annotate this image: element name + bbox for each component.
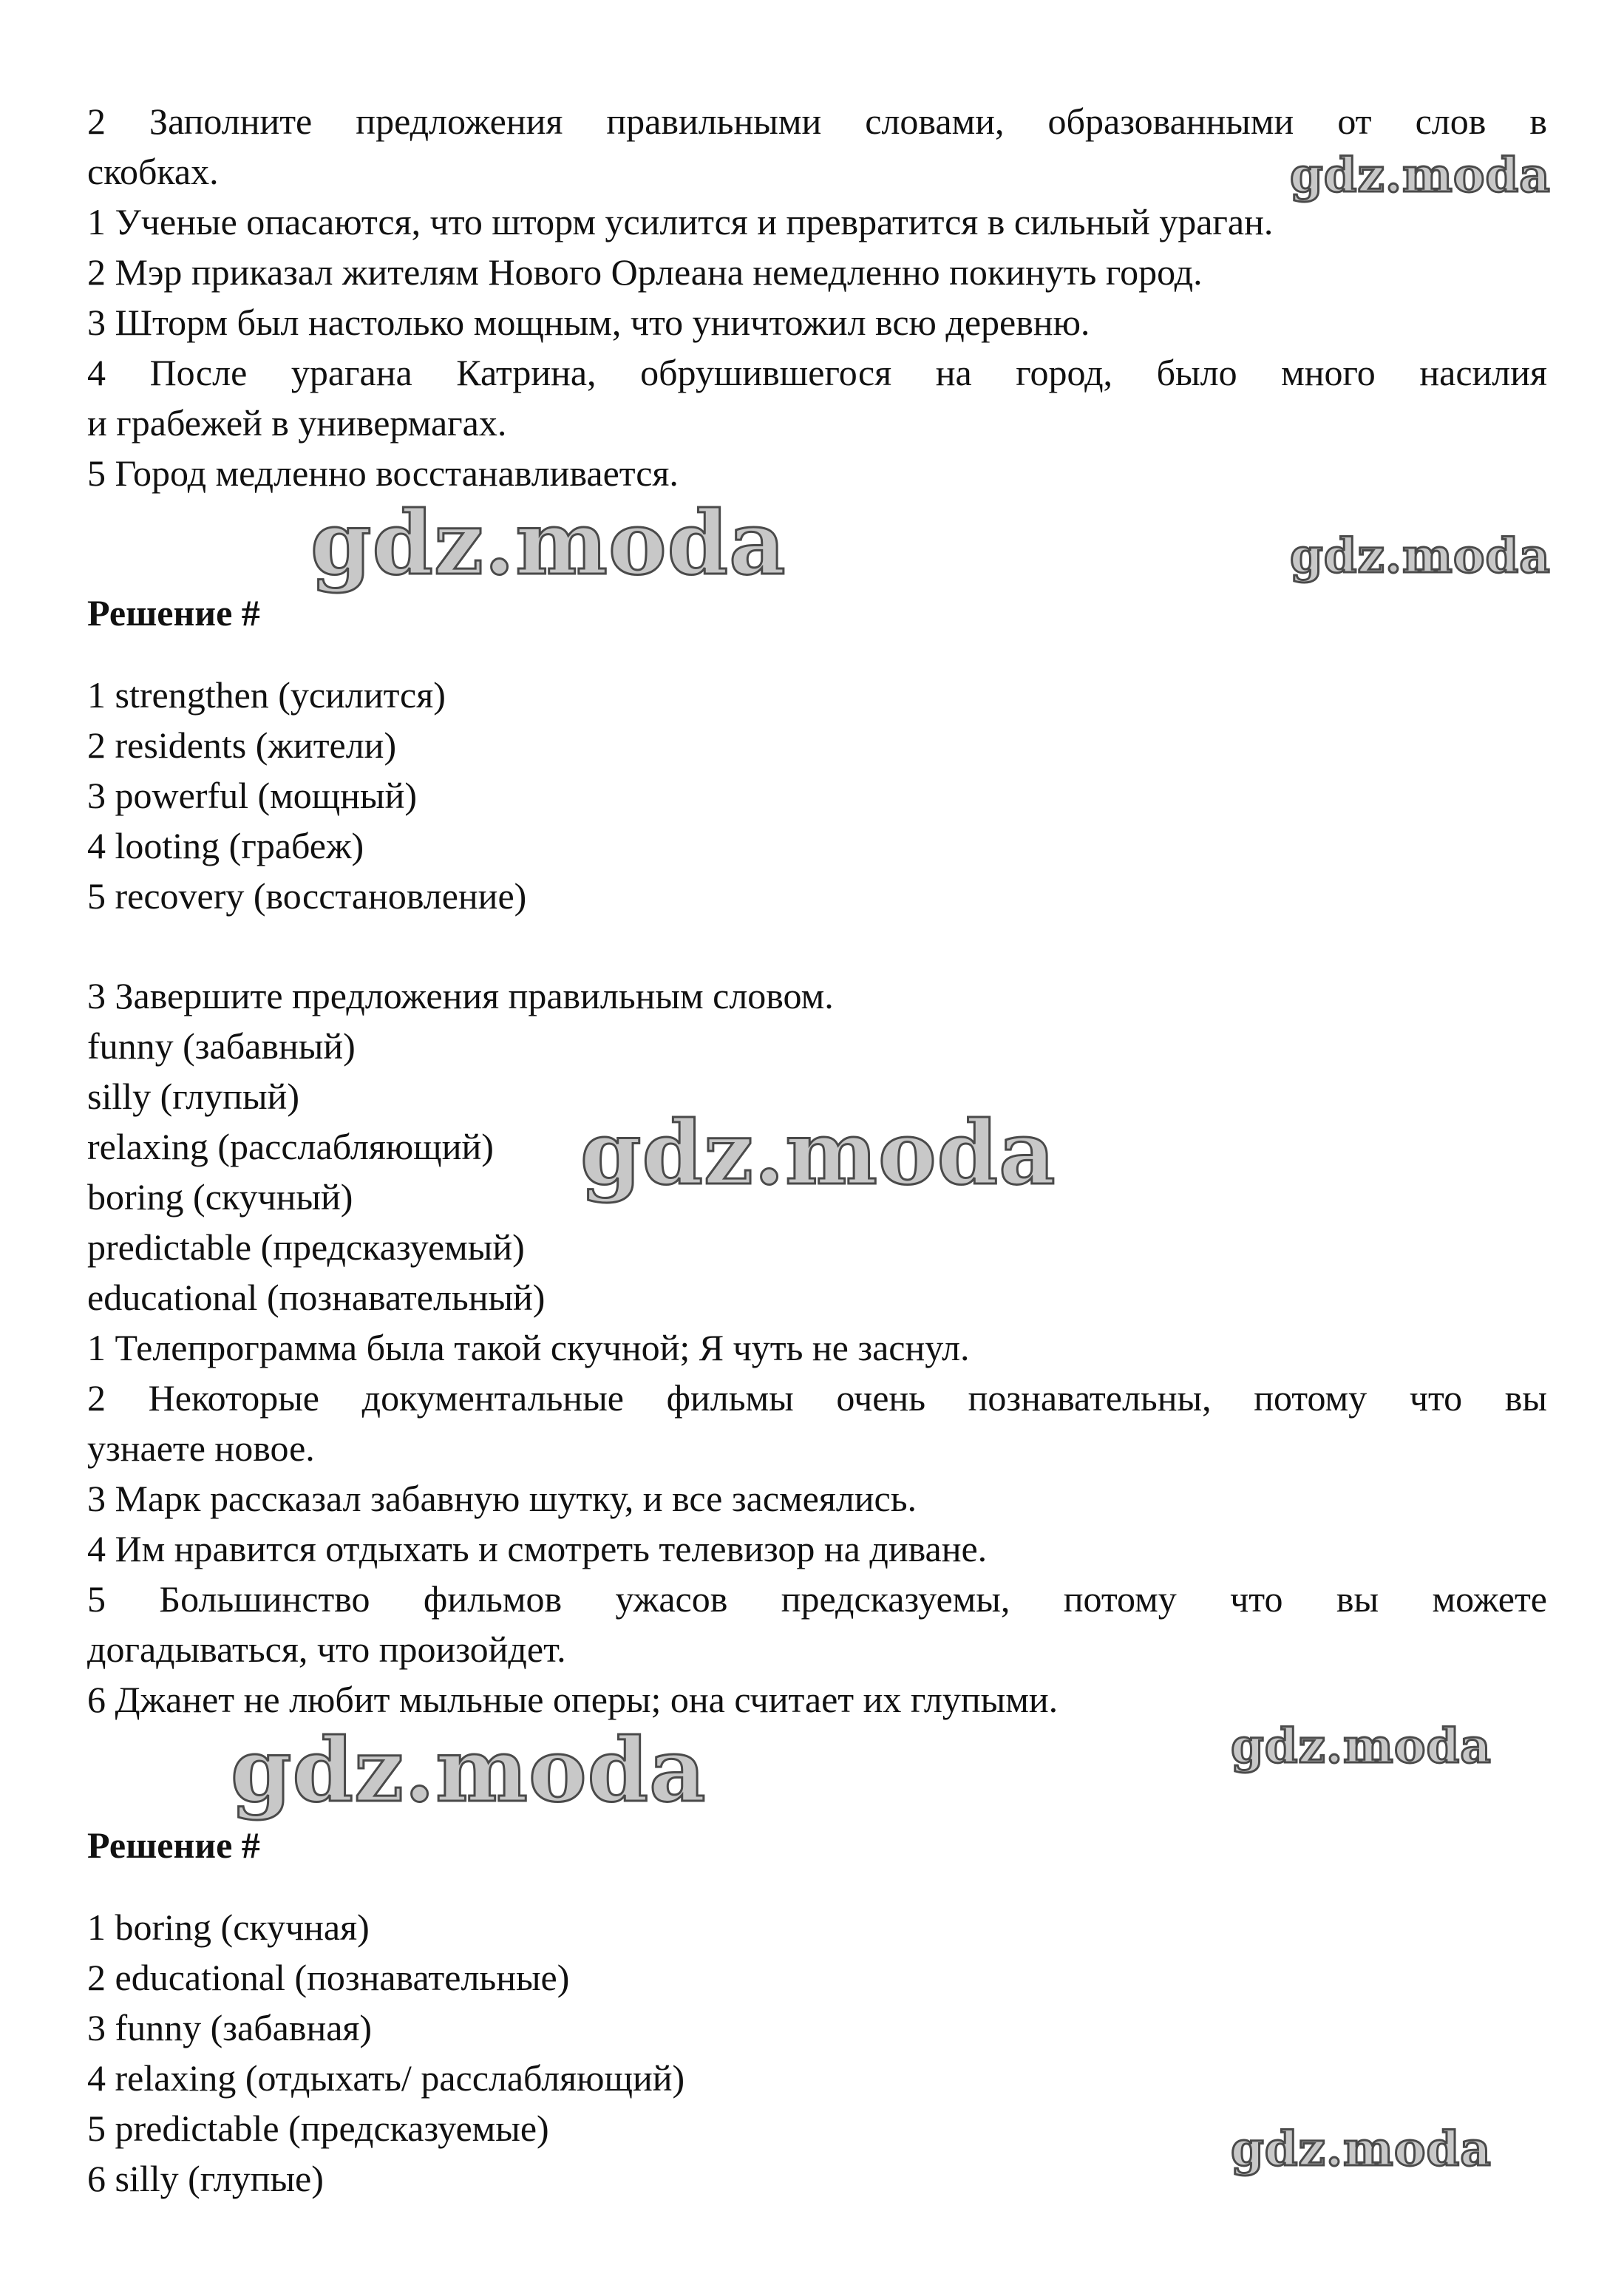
task3-answer-3: 3 funny (забавная) (87, 2007, 373, 2048)
watermark: gdz.moda (1290, 148, 1551, 203)
task3-word-6: educational (познавательный) (87, 1277, 546, 1318)
watermark: gdz.moda (310, 492, 786, 594)
task3-answer-6: 6 silly (глупые) (87, 2158, 324, 2199)
watermark: gdz.moda (580, 1101, 1056, 1204)
task3-solution-heading: Решение # (87, 1824, 260, 1866)
task2-solution-heading: Решение # (87, 592, 260, 634)
task2-sentence-3: 3 Шторм был настолько мощным, что уничтожил всю деревню. (87, 302, 1090, 343)
task3-answer-1: 1 boring (скучная) (87, 1906, 370, 1948)
task3-sentence-5: 5 Большинство фильмов ужасов предсказуемы, потому что вы можете (87, 1578, 1547, 1620)
task2-sentence-2: 2 Мэр приказал жителям Нового Орлеана немедленно покинуть город. (87, 251, 1203, 293)
task3-answer-2: 2 educational (познавательные) (87, 1957, 570, 1998)
task2-title-line1: 2 Заполните предложения правильными словами, образованными от слов в (87, 101, 1547, 142)
task3-title: 3 Завершите предложения правильным словом. (87, 975, 834, 1016)
task3-answer-5: 5 predictable (предсказуемые) (87, 2108, 549, 2149)
task3-word-5: predictable (предсказуемый) (87, 1226, 525, 1268)
task3-answer-4: 4 relaxing (отдыхать/ расслабляющий) (87, 2057, 685, 2099)
task2-answer-5: 5 recovery (восстановление) (87, 875, 527, 917)
task3-sentence-4: 4 Им нравится отдыхать и смотреть телевизор на диване. (87, 1528, 988, 1569)
task2-sentence-4: 4 После урагана Катрина, обрушившегося на город, было много насилия (87, 352, 1547, 393)
task2-answer-2: 2 residents (жители) (87, 724, 397, 766)
task3-sentence-2: 2 Некоторые документальные фильмы очень познавательны, потому что вы (87, 1377, 1547, 1419)
task3-word-4: boring (скучный) (87, 1176, 353, 1218)
task2-title-line2: скобках. (87, 151, 219, 192)
task2-sentence-5: 5 Город медленно восстанавливается. (87, 452, 679, 494)
task3-word-1: funny (забавный) (87, 1025, 356, 1067)
task3-sentence-2-cont: узнаете новое. (87, 1427, 315, 1469)
watermark: gdz.moda (231, 1719, 707, 1821)
task2-sentence-1: 1 Ученые опасаются, что шторм усилится и превратится в сильный ураган. (87, 201, 1274, 242)
task3-word-3: relaxing (расслабляющий) (87, 1126, 494, 1167)
task3-sentence-5-cont: догадываться, что произойдет. (87, 1629, 566, 1670)
watermark: gdz.moda (1231, 1719, 1492, 1774)
task2-answer-3: 3 powerful (мощный) (87, 775, 418, 816)
task3-word-2: silly (глупый) (87, 1076, 299, 1117)
watermark: gdz.moda (1231, 2122, 1492, 2177)
task3-sentence-1: 1 Телепрограмма была такой скучной; Я чуть не заснул. (87, 1327, 970, 1368)
task2-sentence-4-cont: и грабежей в универмагах. (87, 402, 507, 444)
watermark: gdz.moda (1290, 529, 1551, 584)
task2-answer-1: 1 strengthen (усилится) (87, 674, 446, 716)
task3-sentence-3: 3 Марк рассказал забавную шутку, и все засмеялись. (87, 1478, 917, 1519)
task3-sentence-6: 6 Джанет не любит мыльные оперы; она считает их глупыми. (87, 1679, 1059, 1720)
task2-answer-4: 4 looting (грабеж) (87, 825, 364, 866)
